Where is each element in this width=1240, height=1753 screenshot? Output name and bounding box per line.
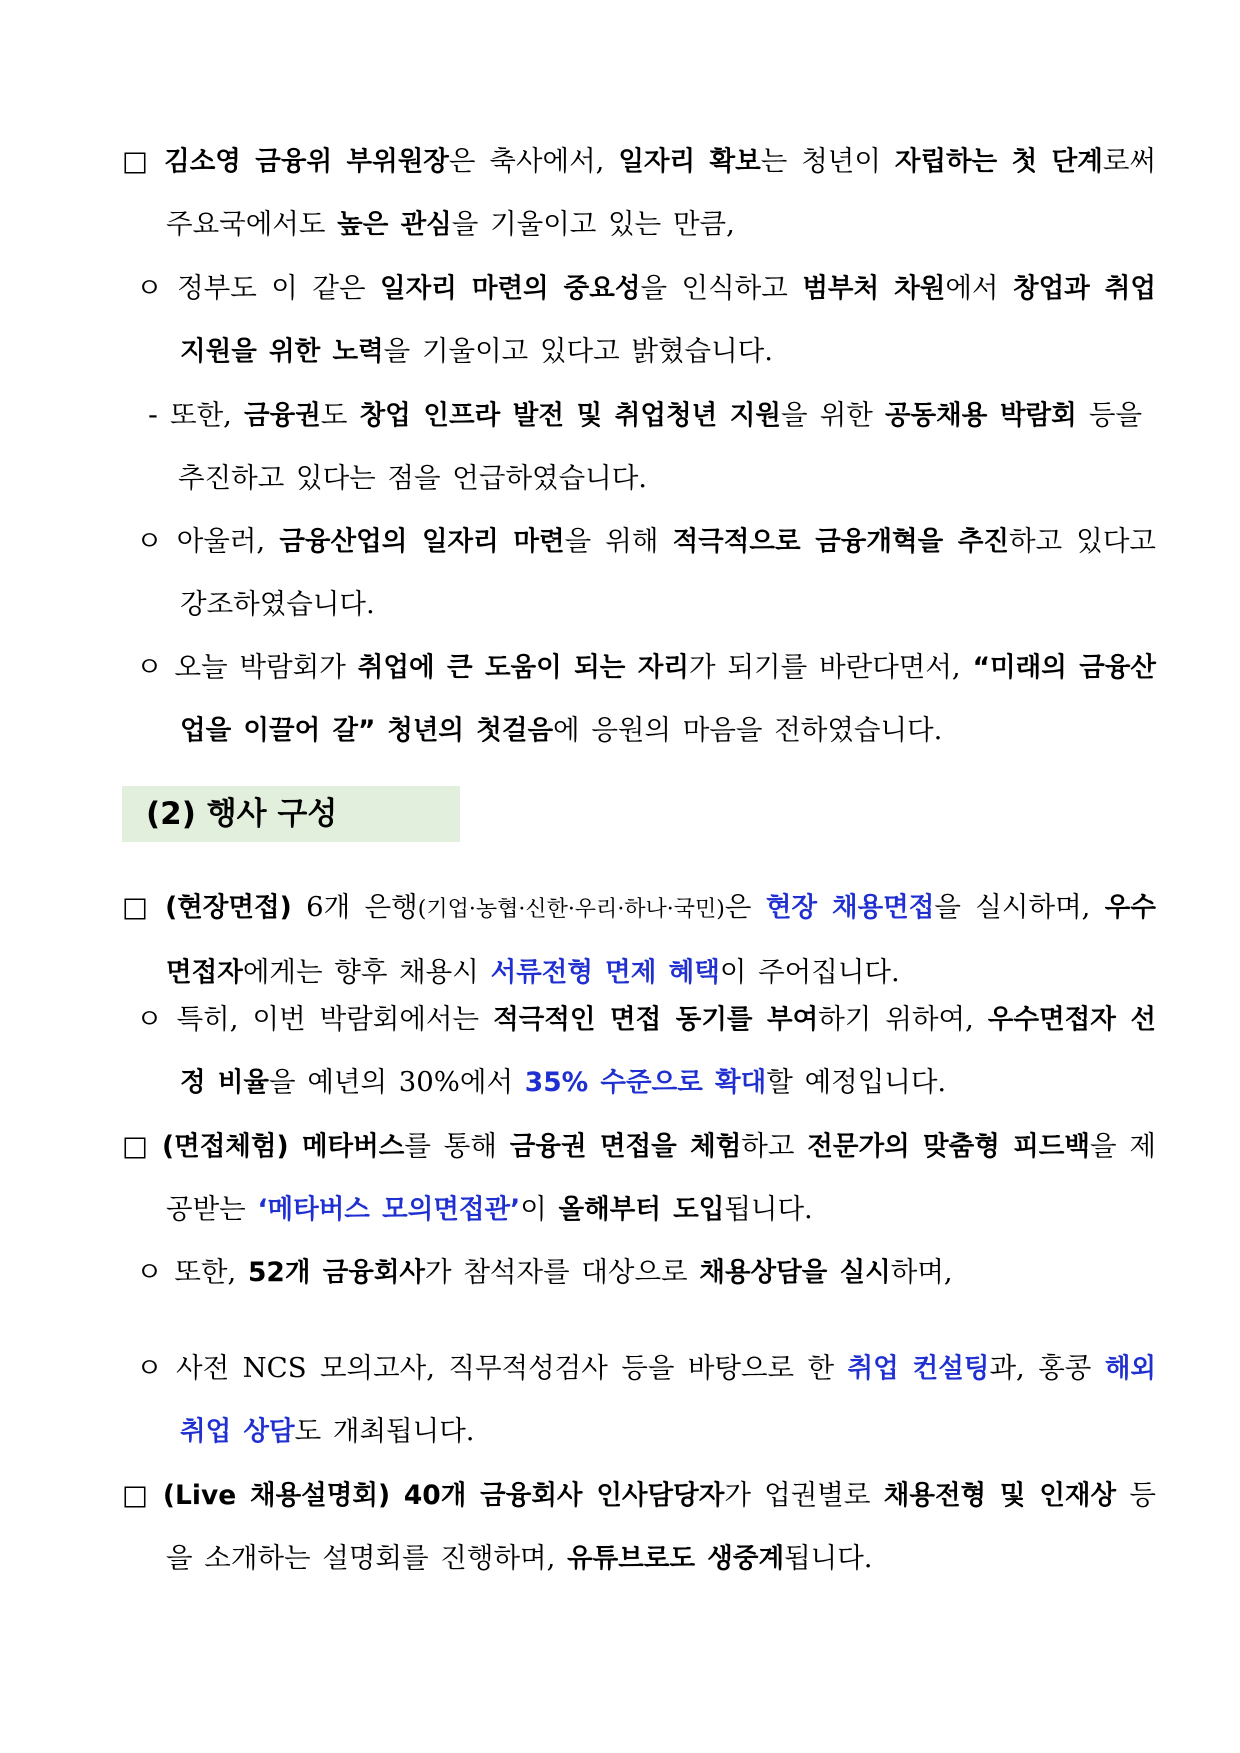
text-segment: (기업·농협·신한·우리·하나·국민) (417, 897, 725, 922)
paragraph-employment-consulting (136, 1337, 1156, 1463)
text-segment: 을 제공받는 (166, 1130, 1156, 1225)
bullet-marker: □ (122, 891, 166, 923)
text-segment: 유튜브로도 생중계 (567, 1543, 785, 1574)
paragraph-financial-sector-fair (148, 384, 1142, 509)
paragraph-vice-chair-speech (122, 130, 1156, 256)
paragraph-live-briefing (122, 1464, 1156, 1590)
text-segment: 취업에 큰 도움이 되는 자리 (357, 652, 689, 683)
text-segment: 하기 위하여, (818, 1003, 988, 1035)
bullet-marker: ㅇ (136, 272, 178, 304)
text-segment: 금융산업의 일자리 마련 (279, 526, 565, 557)
text-segment: 이 (520, 1193, 559, 1225)
text-segment: 특히, 이번 박람회에서는 (176, 1003, 494, 1035)
text-segment: 일자리 마련의 중요성 (380, 273, 641, 304)
bullet-marker: ㅇ (136, 1256, 175, 1288)
text-segment: 사전 NCS 모의고사, 직무적성검사 등을 바탕으로 한 (176, 1352, 848, 1384)
paragraph-recruitment-consulting (136, 1241, 1156, 1304)
bullet-marker: ㅇ (136, 525, 177, 557)
text-segment: 김소영 금융위 부위원장 (164, 146, 449, 177)
text-segment: 35% 수준으로 확대 (524, 1067, 767, 1098)
text-segment: 우수면접자 (166, 892, 1156, 988)
text-segment: 적극적인 면접 동기를 부여 (493, 1004, 819, 1035)
text-segment: 높은 관심 (337, 209, 452, 240)
text-segment: 자립하는 첫 단계 (894, 146, 1103, 177)
text-segment: 6개 은행 (291, 891, 418, 923)
text-segment: (현장면접) (165, 892, 292, 923)
text-segment: 을 인식하고 (640, 272, 803, 304)
text-segment: 을 위해 (564, 525, 673, 557)
text-segment: 를 통해 (404, 1130, 510, 1162)
text-segment: 에게는 향후 채용시 (242, 956, 491, 988)
text-segment: 됩니다. (784, 1542, 873, 1574)
text-segment: 아울러, (176, 525, 280, 557)
text-segment: 이 주어집니다. (719, 956, 900, 988)
text-segment: 창업 인프라 발전 및 취업청년 지원 (359, 400, 781, 431)
section-heading (122, 786, 460, 842)
text-segment: 은 축사에서, (448, 145, 619, 177)
text-segment: 해외 취업 상담 (180, 1353, 1157, 1447)
text-segment: 가 되기를 바란다면서, (688, 651, 973, 683)
text-segment: 52개 금융회사 (247, 1257, 426, 1288)
text-segment: 창업과 취업 지원을 위한 노력 (180, 273, 1156, 367)
text-segment: 가 참석자를 대상으로 (425, 1256, 700, 1288)
text-segment: 일자리 확보 (618, 146, 761, 177)
text-segment: ‘메타버스 모의면접관’ (257, 1194, 521, 1225)
text-segment: 채용전형 및 인재상 (883, 1480, 1117, 1511)
text-segment: 정부도 이 같은 (177, 272, 381, 304)
text-segment: 을 기울이고 있다고 밝혔습니다. (383, 335, 773, 367)
text-segment: 로써 주요국에서도 (166, 145, 1156, 240)
text-segment: 금융권 (244, 400, 321, 431)
text-segment: 도 (320, 399, 360, 431)
text-segment: 현장 채용면접 (765, 892, 935, 923)
bullet-marker: - (148, 399, 171, 431)
bullet-marker: ㅇ (136, 1352, 177, 1384)
text-segment: 전문가의 맞춤형 피드백 (807, 1131, 1090, 1162)
text-segment: 취업 컨설팅 (847, 1353, 990, 1384)
text-segment: 범부처 차원 (802, 273, 946, 304)
bullet-marker: □ (122, 1479, 163, 1511)
bullet-marker: ㅇ (136, 651, 175, 683)
paragraph-financial-reform (136, 510, 1156, 635)
text-segment: 에 응원의 마음을 전하였습니다. (553, 714, 943, 746)
text-segment: 에서 (945, 272, 1013, 304)
text-segment: 은 (724, 891, 766, 923)
paragraph-interviewer-ratio (136, 988, 1156, 1114)
text-segment: 공동채용 박람회 (884, 400, 1077, 431)
text-segment: 할 예정입니다. (766, 1066, 947, 1098)
text-segment: 오늘 박람회가 (174, 651, 358, 683)
text-segment: 과, 홍콩 (989, 1352, 1105, 1384)
text-segment: 도 개최됩니다. (294, 1415, 475, 1447)
text-segment: 금융권 면접을 체험 (509, 1131, 742, 1162)
text-segment: 가 업권별로 (724, 1479, 884, 1511)
text-segment: 적극적으로 금융개혁을 추진 (672, 526, 1010, 557)
text-segment: 청년의 첫걸음 (387, 715, 554, 746)
text-segment: (Live 채용설명회) 40개 금융회사 인사담당자 (162, 1480, 725, 1511)
text-segment (375, 714, 387, 746)
paragraph-encouragement (136, 636, 1156, 762)
text-segment: 등을 추진하고 있다는 점을 언급하였습니다. (178, 399, 1143, 494)
paragraph-government-support (136, 257, 1156, 383)
text-segment: 또한, (170, 399, 245, 431)
text-segment: 우수면접자 선정 비율 (180, 1004, 1156, 1098)
text-segment: 등을 소개하는 설명회를 진행하며, (166, 1479, 1156, 1574)
text-segment: 을 실시하며, (934, 891, 1105, 923)
bullet-marker: □ (122, 145, 165, 177)
text-segment: 하며, (890, 1256, 953, 1288)
text-segment: 는 청년이 (760, 145, 895, 177)
text-segment: 하고 있다고 강조하였습니다. (180, 525, 1157, 620)
paragraph-metaverse-interview (122, 1115, 1156, 1241)
text-segment: 서류전형 면제 혜택 (490, 957, 720, 988)
text-segment: 올해부터 도입 (558, 1194, 725, 1225)
bullet-marker: □ (122, 1130, 162, 1162)
text-segment: 채용상담을 실시 (699, 1257, 891, 1288)
bullet-marker: ㅇ (136, 1003, 177, 1035)
text-segment: 됩니다. (724, 1193, 813, 1225)
text-segment: 또한, (174, 1256, 248, 1288)
paragraph-onsite-interview (122, 876, 1156, 1004)
text-segment: 을 기울이고 있는 만큼, (451, 208, 735, 240)
text-segment: 하고 (741, 1130, 808, 1162)
text-segment: “미래의 금융산업을 이끌어 갈” (180, 652, 1157, 746)
text-segment: 을 위한 (781, 399, 885, 431)
text-segment: 을 예년의 30%에서 (269, 1066, 525, 1098)
section-heading-text: (2) 행사 구성 (146, 796, 338, 832)
text-segment: (면접체험) 메타버스 (161, 1131, 405, 1162)
